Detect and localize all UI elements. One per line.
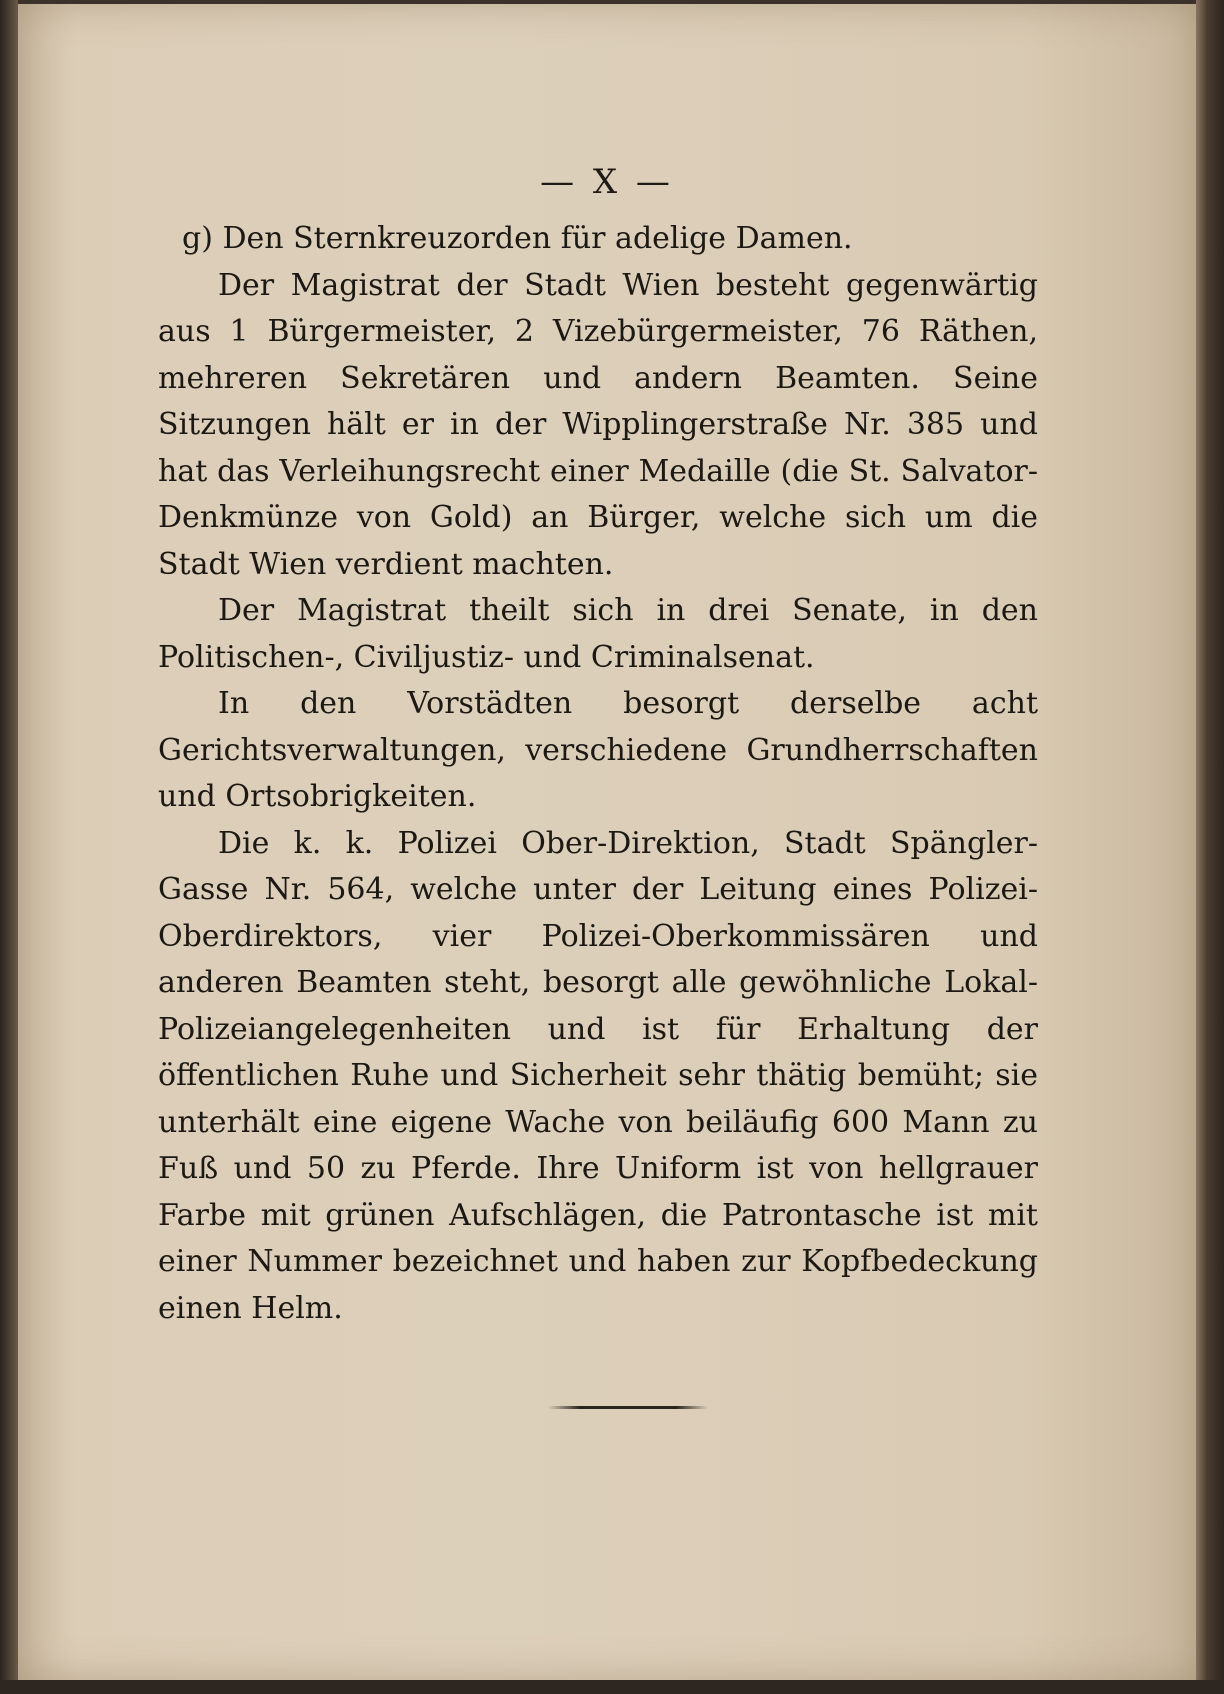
bottom-edge xyxy=(0,1680,1224,1694)
body-text xyxy=(158,216,1038,1332)
book-spine-edge xyxy=(0,0,18,1694)
paper-page xyxy=(18,4,1196,1680)
paragraph-senate: Der Magistrat theilt sich in drei Senate, in den Politischen-, Civiljustiz- und Criminalsenat. xyxy=(158,593,1038,675)
end-rule-divider xyxy=(548,1406,708,1409)
paragraph-magistrat: Der Magistrat der Stadt Wien besteht gegenwärtig aus 1 Bürgermeister, 2 Vizebürgermeister, 76 Räthen, mehreren Sekretären und andern Beamten. Seine Sitzungen hält er in der Wipplingerstraße Nr. 385 und hat das Verleihungsrecht einer Medaille (die St. Salvator-Denkmünze von Gold) an Bürger, welche sich um die Stadt Wien verdient machten. xyxy=(158,267,1038,582)
paragraph-list-item-g: g) Den Sternkreuzorden für adelige Damen. xyxy=(182,221,853,256)
page-header: — X — xyxy=(540,162,674,202)
paragraph-vorstaedte: In den Vorstädten besorgt derselbe acht Gerichtsverwaltungen, verschiedene Grundherrschaften und Ortsobrigkeiten. xyxy=(158,686,1038,814)
paragraph-polizei: Die k. k. Polizei Ober-Direktion, Stadt Spängler-Gasse Nr. 564, welche unter der Leitung eines Polizei-Oberdirektors, vier Polizei-Oberkommissären und anderen Beamten steht, besorgt alle gewöhnliche Lokal-Polizeiangelegenheiten und ist für Erhaltung der öffentlichen Ruhe und Sicherheit sehr thätig bemüht; sie unterhält eine eigene Wache von beiläufig 600 Mann zu Fuß und 50 zu Pferde. Ihre Uniform ist von hellgrauer Farbe mit grünen Aufschlägen, die Patrontasche ist mit einer Nummer bezeichnet und haben zur Kopfbedeckung einen Helm. xyxy=(158,825,1038,1326)
book-cover-edge xyxy=(1196,0,1224,1694)
